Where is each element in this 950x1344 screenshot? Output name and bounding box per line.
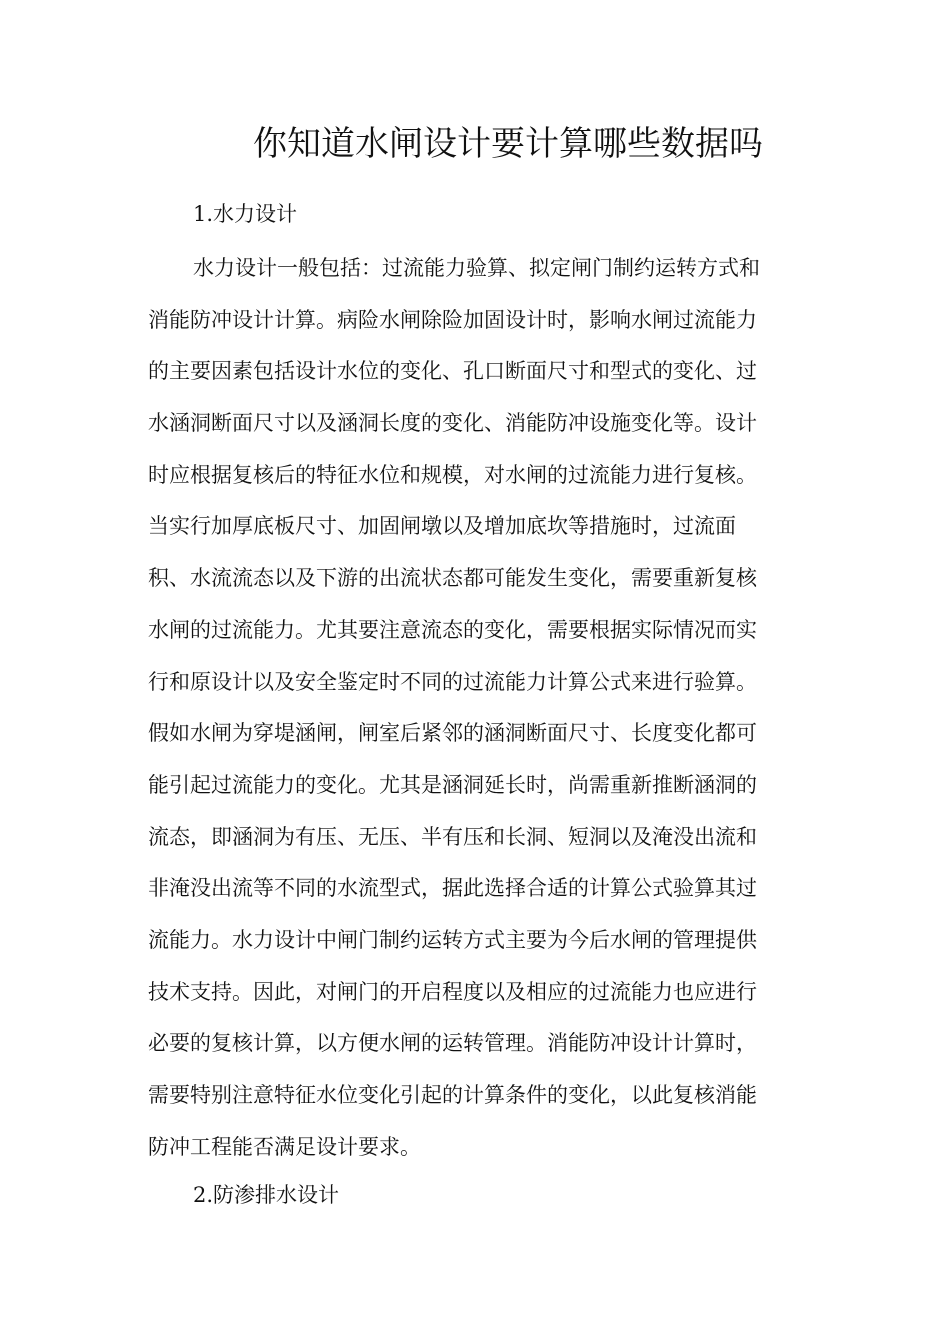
body-line: 的主要因素包括设计水位的变化、孔口断面尺寸和型式的变化、过 (148, 359, 757, 384)
body-line: 能引起过流能力的变化。尤其是涵洞延长时，尚需重新推断涵洞的 (148, 772, 757, 797)
section-heading-hydraulic-design: 1.水力设计 (193, 202, 298, 226)
body-line: 需要特别注意特征水位变化引起的计算条件的变化，以此复核消能 (148, 1083, 757, 1107)
body-line: 假如水闸为穿堤涵闸，闸室后紧邻的涵洞断面尺寸、长度变化都可 (148, 721, 757, 746)
body-line: 时应根据复核后的特征水位和规模，对水闸的过流能力进行复核。 (148, 462, 757, 487)
section-heading-seepage-drainage-design: 2.防渗排水设计 (193, 1183, 340, 1207)
body-line: 水闸的过流能力。尤其要注意流态的变化，需要根据实际情况而实 (148, 617, 757, 642)
body-line: 水涵洞断面尺寸以及涵洞长度的变化、消能防冲设施变化等。设计 (148, 411, 757, 436)
body-line: 流态，即涵洞为有压、无压、半有压和长洞、短洞以及淹没出流和 (148, 824, 757, 849)
body-line: 水力设计一般包括：过流能力验算、拟定闸门制约运转方式和 (193, 256, 760, 280)
body-line: 当实行加厚底板尺寸、加固闸墩以及增加底坎等措施时，过流面 (148, 514, 736, 539)
section-body-hydraulic-design (148, 248, 808, 1178)
body-line: 防冲工程能否满足设计要求。 (148, 1134, 421, 1159)
body-line: 非淹没出流等不同的水流型式，据此选择合适的计算公式验算其过 (148, 876, 757, 901)
body-line: 流能力。水力设计中闸门制约运转方式主要为今后水闸的管理提供 (148, 927, 757, 952)
body-line: 技术支持。因此，对闸门的开启程度以及相应的过流能力也应进行 (148, 979, 757, 1004)
body-line: 必要的复核计算，以方便水闸的运转管理。消能防冲设计计算时， (148, 1031, 757, 1056)
body-line: 消能防冲设计计算。病险水闸除险加固设计时，影响水闸过流能力 (148, 307, 757, 332)
document-title: 你知道水闸设计要计算哪些数据吗 (253, 124, 763, 164)
body-line: 行和原设计以及安全鉴定时不同的过流能力计算公式来进行验算。 (148, 669, 757, 694)
body-line: 积、水流流态以及下游的出流状态都可能发生变化，需要重新复核 (148, 566, 757, 591)
